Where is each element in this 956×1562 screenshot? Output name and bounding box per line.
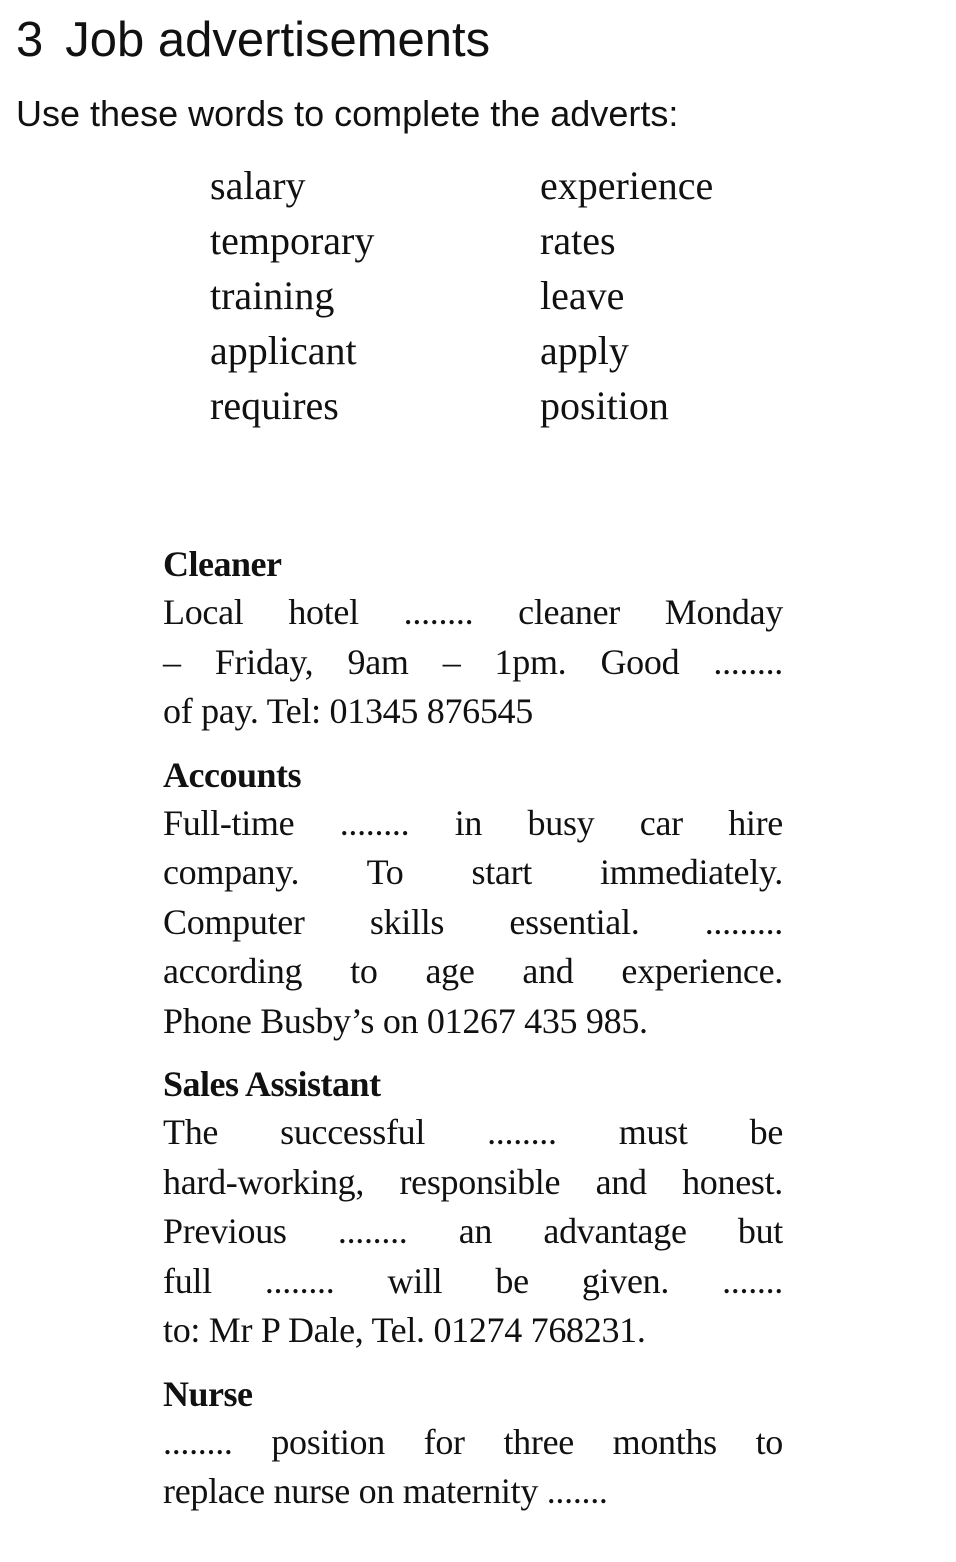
advert-line: ........ position for three months to bbox=[163, 1421, 783, 1462]
advert-body bbox=[163, 799, 783, 1047]
advert-title: Nurse bbox=[163, 1373, 253, 1414]
advert-cleaner bbox=[163, 540, 783, 737]
word-bank-item: training bbox=[210, 273, 335, 318]
advert-line: full ........ will be given. ....... bbox=[163, 1260, 783, 1301]
advert-line: Full-time ........ in busy car hire bbox=[163, 802, 783, 843]
advert-accounts bbox=[163, 751, 783, 1047]
advert-line: hard-working, responsible and honest. bbox=[163, 1161, 783, 1202]
job-adverts bbox=[163, 540, 783, 1531]
word-bank-item: requires bbox=[210, 383, 339, 428]
word-bank-item: temporary bbox=[210, 218, 375, 263]
advert-line: company. To start immediately. bbox=[163, 852, 783, 892]
word-bank-item: experience bbox=[540, 163, 714, 208]
advert-title: Sales Assistant bbox=[163, 1064, 381, 1104]
advert-line: Computer skills essential. ......... bbox=[163, 901, 783, 942]
exercise-heading bbox=[16, 10, 490, 70]
advert-body bbox=[163, 588, 783, 737]
advert-line: replace nurse on maternity ....... bbox=[163, 1471, 608, 1511]
word-bank-item: apply bbox=[540, 328, 629, 373]
word-bank-item: salary bbox=[210, 163, 306, 208]
advert-line: Previous ........ an advantage but bbox=[163, 1211, 783, 1251]
exercise-instruction: Use these words to complete the adverts: bbox=[16, 93, 679, 134]
word-bank-item: rates bbox=[540, 218, 616, 263]
word-bank-column-1 bbox=[210, 158, 374, 433]
exercise-title: Job advertisements bbox=[65, 13, 491, 67]
advert-line: – Friday, 9am – 1pm. Good ........ bbox=[163, 641, 783, 682]
exercise-number: 3 bbox=[16, 13, 44, 67]
advert-nurse bbox=[163, 1370, 783, 1517]
advert-line: Local hotel ........ cleaner Monday bbox=[163, 592, 783, 632]
advert-body bbox=[163, 1108, 783, 1356]
advert-line: of pay. Tel: 01345 876545 bbox=[163, 691, 533, 731]
advert-line: according to age and experience. bbox=[163, 951, 783, 991]
word-bank-column-2 bbox=[540, 158, 713, 433]
advert-title: Cleaner bbox=[163, 544, 282, 584]
advert-title: Accounts bbox=[163, 754, 301, 795]
advert-line: Phone Busby’s on 01267 435 985. bbox=[163, 1000, 648, 1041]
word-bank-item: position bbox=[540, 383, 669, 428]
word-bank-item: leave bbox=[540, 273, 625, 318]
advert-sales-assistant bbox=[163, 1060, 783, 1356]
word-bank-item: applicant bbox=[210, 328, 357, 373]
advert-body bbox=[163, 1418, 783, 1517]
advert-line: The successful ........ must be bbox=[163, 1112, 783, 1152]
advert-line: to: Mr P Dale, Tel. 01274 768231. bbox=[163, 1310, 646, 1350]
